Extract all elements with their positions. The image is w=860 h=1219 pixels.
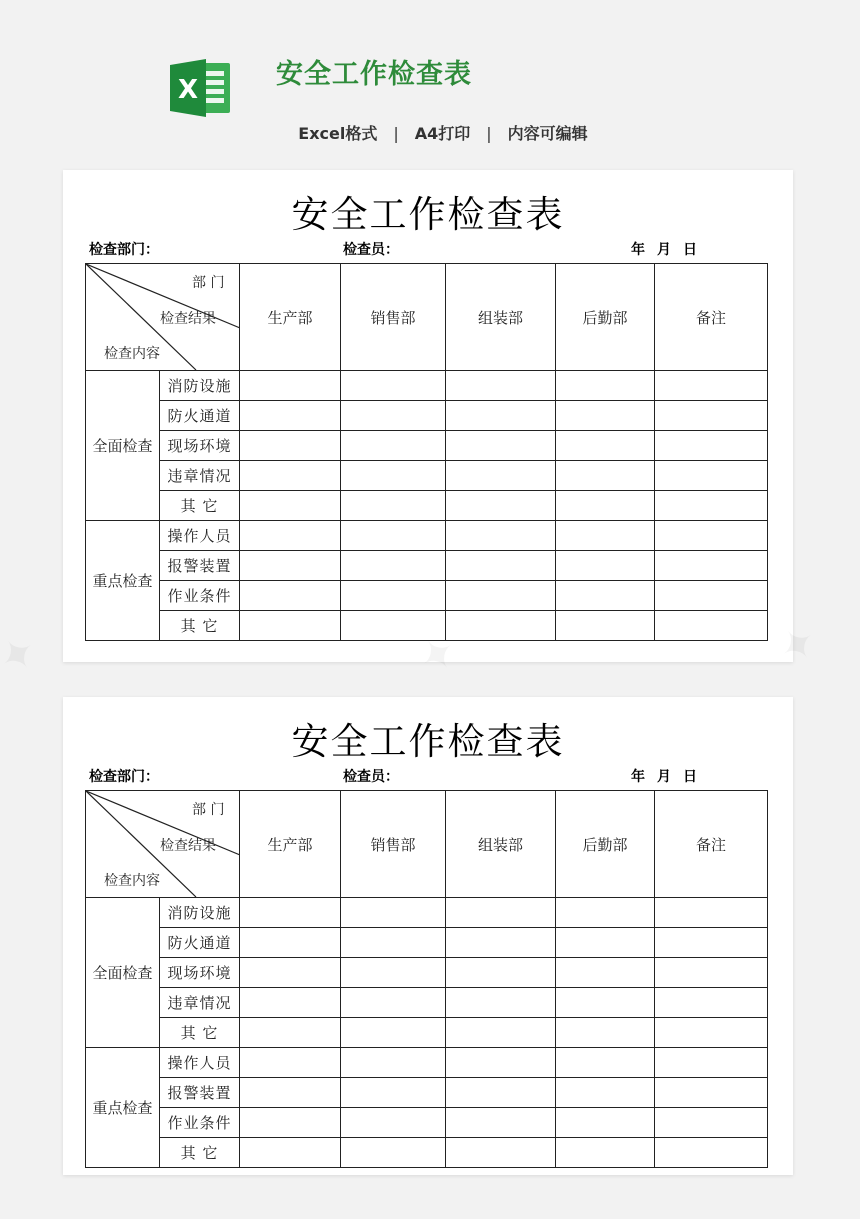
item-label: 其 它	[160, 1018, 240, 1048]
table-row	[86, 1078, 768, 1108]
entry-cell[interactable]	[655, 551, 768, 581]
diagonal-header-cell	[86, 264, 240, 371]
item-label: 消防设施	[160, 371, 240, 401]
entry-cell[interactable]	[446, 581, 556, 611]
column-header: 备注	[655, 791, 768, 898]
entry-cell[interactable]	[556, 371, 655, 401]
entry-cell[interactable]	[655, 988, 768, 1018]
product-title: 安全工作检查表	[276, 59, 472, 90]
entry-cell[interactable]	[446, 958, 556, 988]
table-row	[86, 958, 768, 988]
entry-cell[interactable]	[341, 958, 446, 988]
group-label: 重点检查	[86, 521, 160, 641]
item-label: 其 它	[160, 491, 240, 521]
entry-cell[interactable]	[446, 521, 556, 551]
entry-cell[interactable]	[341, 431, 446, 461]
entry-cell[interactable]	[655, 521, 768, 551]
sheet-title: 安全工作检查表	[291, 193, 565, 236]
subtitle-format: Excel格式	[298, 124, 378, 143]
entry-cell[interactable]	[341, 898, 446, 928]
column-header: 生产部	[240, 264, 341, 371]
entry-cell[interactable]	[341, 371, 446, 401]
group-label: 全面检查	[86, 898, 160, 1048]
item-label: 报警装置	[160, 1078, 240, 1108]
inspector-label: 检查员：	[343, 769, 399, 785]
diag-label-dept: 部 门	[192, 275, 225, 291]
item-label: 防火通道	[160, 401, 240, 431]
diagonal-header-cell	[86, 791, 240, 898]
entry-cell[interactable]	[446, 431, 556, 461]
subtitle-separator: |	[393, 124, 399, 143]
entry-cell[interactable]	[341, 551, 446, 581]
entry-cell[interactable]	[556, 898, 655, 928]
table-row	[86, 491, 768, 521]
table-row	[86, 1048, 768, 1078]
entry-cell[interactable]	[240, 1018, 341, 1048]
entry-cell[interactable]	[446, 1078, 556, 1108]
entry-cell[interactable]	[655, 1138, 768, 1168]
entry-cell[interactable]	[341, 1108, 446, 1138]
table-row	[86, 898, 768, 928]
entry-cell[interactable]	[655, 581, 768, 611]
entry-cell[interactable]	[341, 988, 446, 1018]
entry-cell[interactable]	[240, 461, 341, 491]
entry-cell[interactable]	[655, 461, 768, 491]
entry-cell[interactable]	[655, 491, 768, 521]
table-row	[86, 401, 768, 431]
entry-cell[interactable]	[655, 1078, 768, 1108]
entry-cell[interactable]	[240, 581, 341, 611]
entry-cell[interactable]	[240, 1138, 341, 1168]
entry-cell[interactable]	[240, 371, 341, 401]
sheet-page	[63, 697, 793, 1175]
sheet-page	[63, 170, 793, 662]
entry-cell[interactable]	[446, 898, 556, 928]
table-row	[86, 431, 768, 461]
entry-cell[interactable]	[556, 1048, 655, 1078]
entry-cell[interactable]	[240, 431, 341, 461]
table-row	[86, 371, 768, 401]
subtitle-separator: |	[486, 124, 492, 143]
table-row	[86, 1138, 768, 1168]
entry-cell[interactable]	[240, 988, 341, 1018]
date-year: 年	[631, 242, 645, 258]
entry-cell[interactable]	[556, 491, 655, 521]
table-row	[86, 1108, 768, 1138]
entry-cell[interactable]	[655, 1048, 768, 1078]
entry-cell[interactable]	[341, 1078, 446, 1108]
entry-cell[interactable]	[240, 491, 341, 521]
entry-cell[interactable]	[446, 1048, 556, 1078]
entry-cell[interactable]	[240, 1078, 341, 1108]
item-label: 防火通道	[160, 928, 240, 958]
entry-cell[interactable]	[556, 1108, 655, 1138]
entry-cell[interactable]	[446, 371, 556, 401]
entry-cell[interactable]	[446, 551, 556, 581]
table-row	[86, 521, 768, 551]
group-label: 全面检查	[86, 371, 160, 521]
item-label: 其 它	[160, 611, 240, 641]
entry-cell[interactable]	[341, 1048, 446, 1078]
column-header: 组装部	[446, 264, 556, 371]
product-subtitle	[276, 102, 588, 163]
date-day: 日	[683, 769, 697, 785]
entry-cell[interactable]	[556, 461, 655, 491]
entry-cell[interactable]	[446, 1138, 556, 1168]
diag-label-result: 检查结果	[160, 838, 216, 854]
inspector-label: 检查员：	[343, 242, 399, 258]
column-header: 生产部	[240, 791, 341, 898]
entry-cell[interactable]	[240, 1048, 341, 1078]
table-row	[86, 581, 768, 611]
entry-cell[interactable]	[556, 401, 655, 431]
diag-label-content: 检查内容	[104, 873, 160, 889]
item-label: 操作人员	[160, 521, 240, 551]
entry-cell[interactable]	[446, 491, 556, 521]
watermark	[0, 624, 48, 687]
entry-cell[interactable]	[655, 958, 768, 988]
entry-cell[interactable]	[446, 988, 556, 1018]
excel-icon	[168, 55, 234, 121]
table-row	[86, 461, 768, 491]
inspection-table	[85, 790, 768, 1168]
svg-text:X: X	[177, 75, 199, 105]
entry-cell[interactable]	[341, 491, 446, 521]
entry-cell[interactable]	[556, 431, 655, 461]
entry-cell[interactable]	[556, 1138, 655, 1168]
entry-cell[interactable]	[556, 1078, 655, 1108]
entry-cell[interactable]	[655, 1018, 768, 1048]
entry-cell[interactable]	[240, 958, 341, 988]
entry-cell[interactable]	[240, 521, 341, 551]
table-row	[86, 551, 768, 581]
entry-cell[interactable]	[556, 958, 655, 988]
subtitle-print: A4打印	[414, 124, 471, 143]
entry-cell[interactable]	[240, 898, 341, 928]
entry-cell[interactable]	[556, 551, 655, 581]
table-row	[86, 928, 768, 958]
entry-cell[interactable]	[556, 1018, 655, 1048]
entry-cell[interactable]	[556, 611, 655, 641]
entry-cell[interactable]	[341, 611, 446, 641]
sheet-title: 安全工作检查表	[291, 720, 565, 763]
entry-cell[interactable]	[341, 401, 446, 431]
item-label: 消防设施	[160, 898, 240, 928]
diag-label-content: 检查内容	[104, 346, 160, 362]
entry-cell[interactable]	[446, 1018, 556, 1048]
diag-label-dept: 部 门	[192, 802, 225, 818]
column-header: 后勤部	[556, 791, 655, 898]
entry-cell[interactable]	[655, 401, 768, 431]
diag-label-result: 检查结果	[160, 311, 216, 327]
entry-cell[interactable]	[341, 521, 446, 551]
entry-cell[interactable]	[341, 581, 446, 611]
column-header: 组装部	[446, 791, 556, 898]
entry-cell[interactable]	[556, 521, 655, 551]
entry-cell[interactable]	[240, 928, 341, 958]
item-label: 操作人员	[160, 1048, 240, 1078]
item-label: 作业条件	[160, 1108, 240, 1138]
entry-cell[interactable]	[556, 928, 655, 958]
entry-cell[interactable]	[341, 1138, 446, 1168]
entry-cell[interactable]	[446, 611, 556, 641]
entry-cell[interactable]	[655, 1108, 768, 1138]
item-label: 现场环境	[160, 431, 240, 461]
entry-cell[interactable]	[446, 1108, 556, 1138]
entry-cell[interactable]	[655, 431, 768, 461]
inspection-table	[85, 263, 768, 641]
date-day: 日	[683, 242, 697, 258]
entry-cell[interactable]	[240, 1108, 341, 1138]
entry-cell[interactable]	[556, 988, 655, 1018]
column-header: 后勤部	[556, 264, 655, 371]
entry-cell[interactable]	[655, 611, 768, 641]
date-month: 月	[657, 769, 671, 785]
item-label: 现场环境	[160, 958, 240, 988]
item-label: 违章情况	[160, 461, 240, 491]
dept-label: 检查部门：	[89, 242, 159, 258]
column-header: 销售部	[341, 791, 446, 898]
entry-cell[interactable]	[556, 581, 655, 611]
column-header: 备注	[655, 264, 768, 371]
entry-cell[interactable]	[341, 928, 446, 958]
column-header: 销售部	[341, 264, 446, 371]
date-year: 年	[631, 769, 645, 785]
entry-cell[interactable]	[341, 461, 446, 491]
entry-cell[interactable]	[446, 401, 556, 431]
entry-cell[interactable]	[655, 928, 768, 958]
table-row	[86, 988, 768, 1018]
date-month: 月	[657, 242, 671, 258]
date-labels	[631, 766, 697, 786]
group-label: 重点检查	[86, 1048, 160, 1168]
item-label: 报警装置	[160, 551, 240, 581]
table-row	[86, 611, 768, 641]
item-label: 作业条件	[160, 581, 240, 611]
table-row	[86, 1018, 768, 1048]
entry-cell[interactable]	[240, 401, 341, 431]
entry-cell[interactable]	[240, 611, 341, 641]
entry-cell[interactable]	[655, 898, 768, 928]
entry-cell[interactable]	[446, 928, 556, 958]
item-label: 违章情况	[160, 988, 240, 1018]
entry-cell[interactable]	[341, 1018, 446, 1048]
subtitle-editable: 内容可编辑	[507, 124, 588, 143]
entry-cell[interactable]	[655, 371, 768, 401]
item-label: 其 它	[160, 1138, 240, 1168]
entry-cell[interactable]	[446, 461, 556, 491]
product-header	[0, 0, 860, 150]
dept-label: 检查部门：	[89, 769, 159, 785]
date-labels	[631, 239, 697, 259]
entry-cell[interactable]	[240, 551, 341, 581]
